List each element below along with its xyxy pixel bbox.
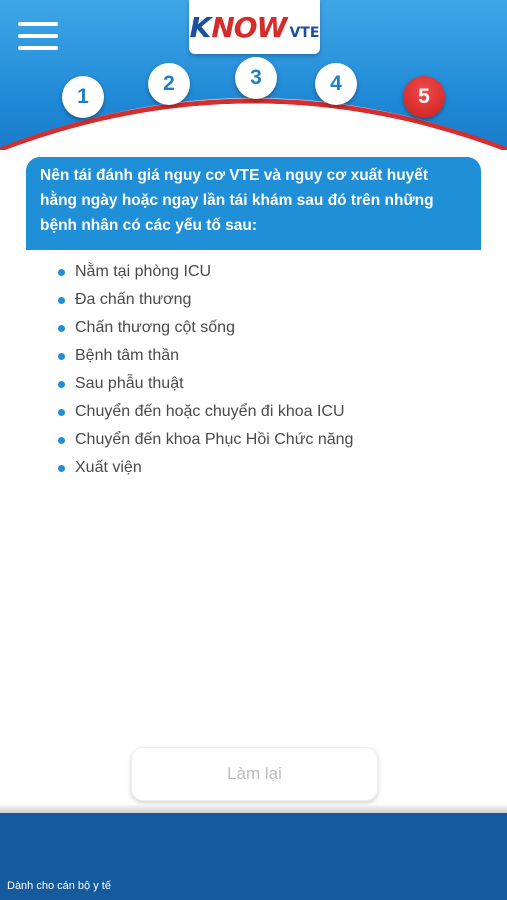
menu-button[interactable] — [18, 22, 58, 54]
logo-text-now: NOW — [211, 10, 287, 44]
list-item: Chấn thương cột sống — [58, 314, 353, 342]
list-item: Nằm tại phòng ICU — [58, 258, 353, 286]
bullet-icon — [58, 465, 65, 472]
step-4-button[interactable]: 4 — [315, 63, 357, 105]
list-item: Chuyển đến khoa Phục Hồi Chức năng — [58, 426, 353, 454]
logo-text-vte: VTE — [289, 24, 320, 41]
step-1-button[interactable]: 1 — [62, 76, 104, 118]
list-item: Sau phẫu thuật — [58, 370, 353, 398]
risk-factor-list — [58, 258, 353, 482]
reset-button[interactable]: Làm lại — [131, 747, 378, 801]
step-2-button[interactable]: 2 — [148, 63, 190, 105]
hamburger-menu-icon — [18, 22, 58, 26]
footer-text: Dành cho cán bộ y tế — [7, 880, 111, 892]
bullet-icon — [58, 409, 65, 416]
list-item: Xuất viện — [58, 454, 353, 482]
bullet-icon — [58, 353, 65, 360]
footer-divider — [0, 805, 507, 813]
step-5-button[interactable]: 5 — [403, 76, 445, 118]
recommendation-note: Nên tái đánh giá nguy cơ VTE và nguy cơ xuất huyết hằng ngày hoặc ngay lần tái khám sau đó trên những bệnh nhân có các yếu tố sau: — [26, 157, 481, 250]
bullet-icon — [58, 381, 65, 388]
bullet-icon — [58, 437, 65, 444]
app-logo — [189, 0, 320, 54]
list-item: Chuyển đến hoặc chuyển đi khoa ICU — [58, 398, 353, 426]
bullet-icon — [58, 297, 65, 304]
bullet-icon — [58, 325, 65, 332]
list-item: Bệnh tâm thần — [58, 342, 353, 370]
bullet-icon — [58, 269, 65, 276]
step-3-button[interactable]: 3 — [235, 57, 277, 99]
logo-text-k: K — [189, 10, 212, 44]
list-item: Đa chấn thương — [58, 286, 353, 314]
